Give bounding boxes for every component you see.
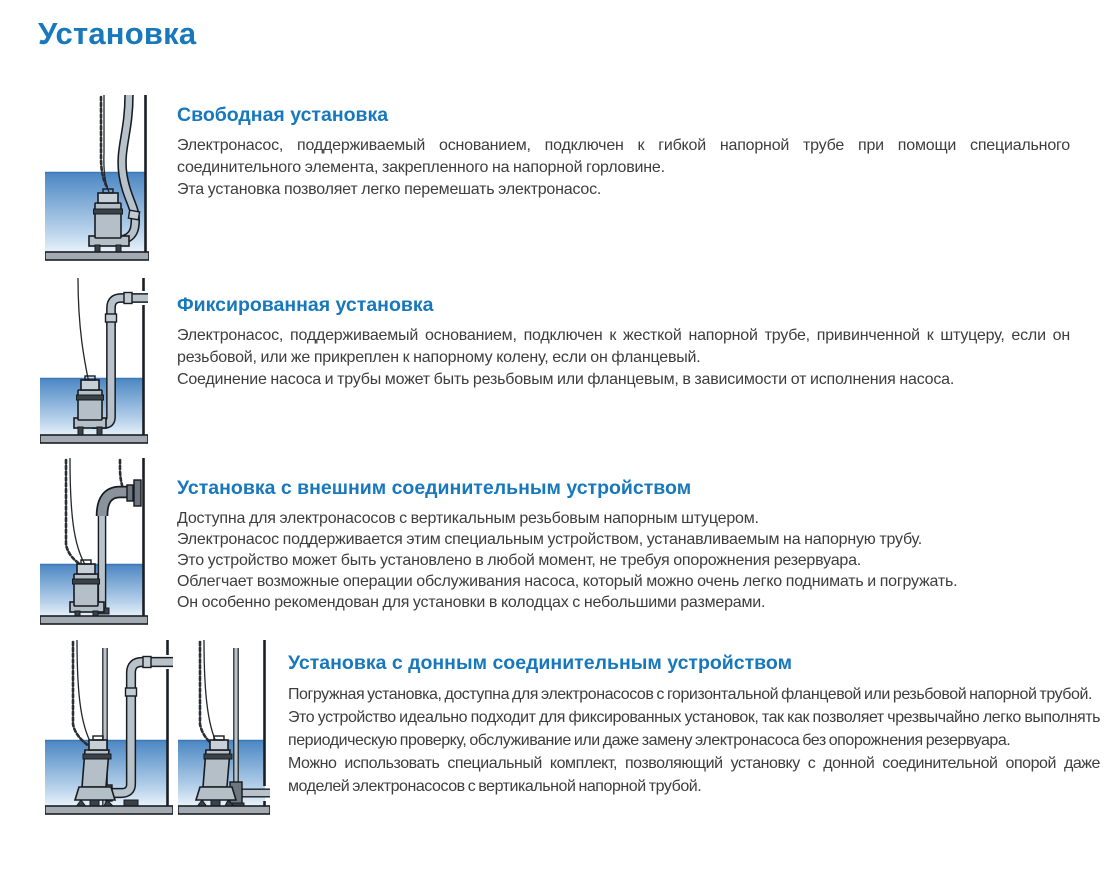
pump-free-standing-diagram-icon	[45, 95, 149, 261]
tank-floor	[40, 435, 148, 443]
tank-floor	[178, 806, 270, 814]
external-coupling-illustration	[40, 458, 148, 625]
fixed-installation-illustration	[40, 278, 148, 444]
tank-floor	[45, 806, 173, 814]
chain-icon	[66, 460, 86, 568]
paragraph: Соединение насоса и трубы может быть резьбовым или фланцевым, в зависимости от исполнения насоса.	[177, 371, 955, 388]
section-heading: Свободная установка	[177, 104, 389, 126]
tank-floor	[45, 252, 149, 260]
paragraph: Погружная установка, доступна для электронасосов с горизонтальной фланцевой или резьбовой напорной трубой.	[288, 686, 1092, 703]
paragraph: Это устройство может быть установлено в любой момент, не требуя опорожнения резервуара.	[177, 552, 862, 569]
section-heading: Фиксированная установка	[177, 294, 434, 316]
chain-icon	[73, 642, 89, 746]
bottom-coupling-illustration-right	[178, 640, 270, 818]
section-heading: Установка с внешним соединительным устройством	[177, 477, 692, 499]
power-cable-icon	[70, 458, 90, 572]
paragraph: Можно использовать специальный комплект, позволяющий установку с донной соединительной опорой даже моделей электронасосов с вертикальной напорной трубой.	[288, 755, 1100, 795]
power-cable-icon	[204, 640, 220, 750]
power-cable-icon	[77, 640, 95, 750]
pump-rigid-pipe-diagram-icon	[40, 278, 148, 444]
paragraph: Он особенно рекомендован для установки в колодцах с небольшими размерами.	[177, 594, 766, 611]
paragraph: Облегчает возможные операции обслуживания насоса, который можно очень легко поднимать и погружать.	[177, 573, 958, 590]
pump-bottom-coupling-riser-diagram-icon	[45, 640, 173, 818]
paragraph: Электронасос поддерживается этим специальным устройством, устанавливаемым на напорную трубу.	[177, 531, 922, 548]
paragraph: Эта установка позволяет легко перемешать электронасос.	[177, 181, 602, 198]
section-heading: Установка с донным соединительным устройством	[288, 652, 792, 674]
paragraph: Электронасос, поддерживаемый основанием, подключен к гибкой напорной трубе при помощи специального соединительного элемента, закрепленного на напорной горловине.	[177, 137, 1070, 176]
bottom-coupling-illustration-left	[45, 640, 173, 818]
free-installation-illustration	[45, 95, 149, 261]
pump-bottom-coupling-horizontal-diagram-icon	[178, 640, 270, 818]
lifting-chain-icon	[120, 460, 122, 485]
paragraph: Это устройство идеально подходит для фиксированных установок, так как позволяет чрезвычайно легко выполнять периодическую проверку, обслуживание или даже замену электронасоса без опорожнения резервуара.	[288, 709, 1100, 749]
paragraph: Электронасос, поддерживаемый основанием, подключен к жесткой напорной трубе, привинченной к штуцеру, если он резьбовой, или же прикреплен к напорному колену, если он фланцевый.	[177, 327, 1070, 366]
pump-external-coupling-diagram-icon	[40, 458, 148, 625]
power-cable-icon	[78, 278, 90, 388]
paragraph: Доступна для электронасосов с вертикальным резьбовым напорным штуцером.	[177, 510, 759, 527]
tank-floor	[40, 616, 148, 624]
page-title: Установка	[38, 16, 197, 51]
